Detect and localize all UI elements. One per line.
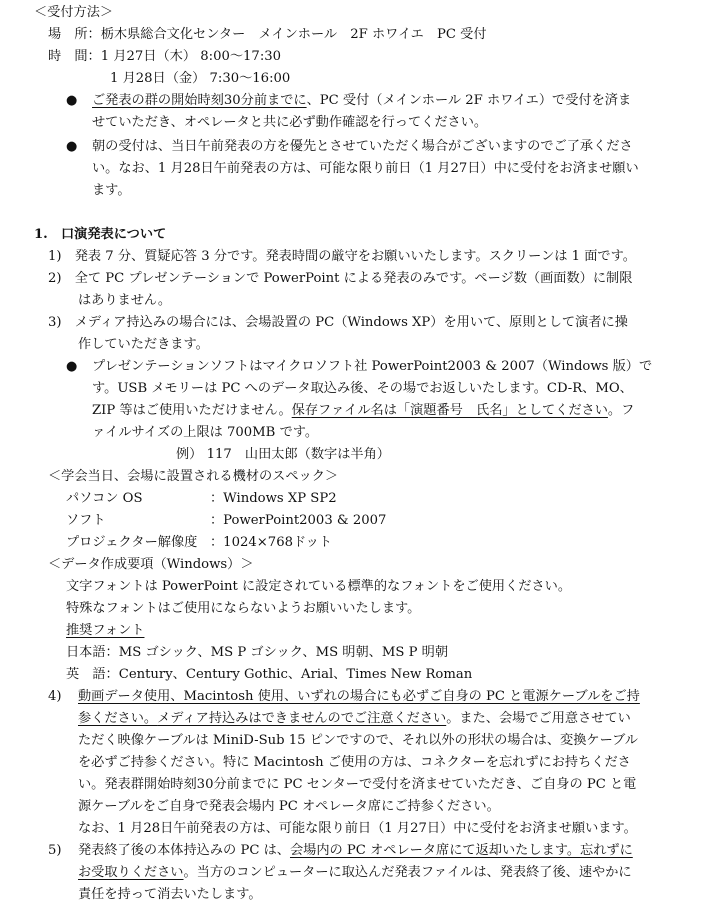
item-4-line-4: を必ずご持参ください。特に Macintosh ご使用の方は、コネクターを忘れずにお持ちくださ	[78, 755, 631, 770]
recommended-fonts-label: 推奨フォント	[66, 623, 145, 638]
item-3-bullet-line-4: ァイルサイズの上限は 700MB です。	[92, 425, 319, 440]
data-guide-heading: ＜データ作成要項（Windows）＞	[48, 557, 254, 572]
reception-time-2: 1 月28日（金） 7:30～16:00	[110, 71, 291, 86]
data-guide-line-1: 文字フォントは PowerPoint に設定されている標準的なフォントをご使用ください。	[66, 579, 572, 594]
filename-note-post: 。フ	[607, 403, 635, 418]
recommended-fonts-en: 英 語：Century、Century Gothic、Arial、Times New Roman	[66, 667, 473, 682]
reception-bullet-2-line-2: い。なお、1 月28日午前発表の方は、可能な限り前日（1 月27日）中に受付をお済ませ願い	[92, 161, 639, 176]
filename-note-pre: ZIP 等はご使用いただけません。	[92, 403, 292, 418]
reception-bullet-2-line-3: ます。	[92, 183, 131, 198]
spec-label-software: ソフト	[66, 513, 106, 528]
item-4-line-1: 動画データ使用、Macintosh 使用、いずれの場合にも必ずご自身の PC と電源ケーブルをご持	[78, 689, 640, 704]
item-4-line-5: い。発表群開始時刻30分前までに PC センターで受付を済ませていただき、ご自身の PC と電	[78, 777, 637, 792]
item-4-emphasis-2: メディア持込みはできませんのでご注意ください	[157, 711, 447, 726]
item-3-line-1: 3) メディア持込みの場合には、会場設置の PC（Windows XP）を用いて、原則として演者に操	[48, 315, 628, 330]
item-1: 1) 発表 7 分、質疑応答 3 分です。発表時間の厳守をお願いいたします。スクリーンは 1 面です。	[48, 249, 636, 264]
item-3-bullet-line-1: プレゼンテーションソフトはマイクロソフト社 PowerPoint2003 & 2007（Windows 版）で	[92, 359, 653, 374]
item-5-emphasis-2: お受取りください	[78, 865, 184, 880]
item-5-line-2	[78, 864, 632, 884]
spec-label-os: パソコン OS	[66, 491, 143, 506]
bullet-icon: ●	[66, 359, 78, 374]
item-5-line-3: 責任を持って消去いたします。	[78, 887, 262, 902]
reception-heading: ＜受付方法＞	[34, 5, 114, 20]
item-4-line-3: ただく映像ケーブルは MiniD-Sub 15 ピンですので、それ以外の形状の場合は、変換ケーブル	[78, 733, 638, 748]
item-3-line-2: 作していただきます。	[78, 337, 209, 352]
spec-value-software: ：PowerPoint2003 & 2007	[210, 513, 387, 528]
item-4-line-7: なお、1 月28日午前発表の方は、可能な限り前日（1 月27日）中に受付をお済ませ願います。	[78, 821, 637, 836]
bullet-icon: ●	[66, 139, 78, 154]
item-2-line-1: 2) 全て PC プレゼンテーションで PowerPoint による発表のみです。ページ数（画面数）に制限	[48, 271, 633, 286]
spec-label-projector: プロジェクター解像度	[66, 535, 198, 550]
specs-heading: ＜学会当日、会場に設置される機材のスペック＞	[48, 469, 339, 484]
reception-bullet-1-rest: 、PC 受付（メインホール 2F ホワイエ）で受付を済ま	[306, 93, 632, 108]
item-4-number: 4)	[48, 689, 62, 704]
reception-place: 場 所：栃木県総合文化センター メインホール 2F ホワイエ PC 受付	[48, 27, 487, 42]
recommended-fonts-jp: 日本語：MS ゴシック、MS P ゴシック、MS 明朝、MS P 明朝	[66, 645, 449, 660]
spec-value-os: ：Windows XP SP2	[210, 491, 337, 506]
item-5-number: 5)	[48, 843, 62, 858]
item-5-line-1	[78, 842, 633, 862]
reception-bullet-1-emphasis: ご発表の群の開始時刻30分前までに	[92, 93, 307, 108]
item-4-line-2-rest: 。また、会場でご用意させてい	[446, 711, 631, 726]
item-5-line-2-rest: 。当方のコンピューターに取込んだ発表ファイルは、発表終了後、速やかに	[183, 865, 632, 880]
item-2-line-2: はありません。	[78, 293, 172, 308]
filename-rule: 保存ファイル名は「演題番号 氏名」としてください	[291, 403, 608, 418]
filename-example: 例） 117 山田太郎（数字は半角）	[176, 447, 390, 462]
item-5-line-1-pre: 発表終了後の本体持込みの PC は、	[78, 843, 290, 858]
reception-bullet-1-line-1	[92, 92, 631, 112]
item-4-emphasis-1: 参ください。	[78, 711, 158, 726]
item-4-line-2	[78, 710, 631, 730]
reception-bullet-1-line-2: せていただき、オペレータと共に必ず動作確認を行ってください。	[92, 115, 488, 130]
spec-value-projector: ：1024×768ドット	[210, 535, 333, 550]
item-4-line-6: 源ケーブルをご自身で発表会場内 PC オペレータ席にご持参ください。	[78, 799, 500, 814]
item-5-emphasis-1: 会場内の PC オペレータ席にて返却いたします。忘れずに	[289, 843, 633, 858]
bullet-icon: ●	[66, 93, 78, 108]
reception-bullet-2-line-1: 朝の受付は、当日午前発表の方を優先とさせていただく場合がございますのでご了承くださ	[92, 139, 633, 154]
item-3-bullet-line-2: す。USB メモリーは PC へのデータ取込み後、その場でお返しいたします。CD-R、MO、	[92, 381, 633, 396]
reception-time-1: 時 間：1 月27日（木） 8:00～17:30	[48, 49, 282, 64]
section-1-title: 1. 口演発表について	[34, 227, 167, 242]
data-guide-line-2: 特殊なフォントはご使用にならないようお願いいたします。	[66, 601, 421, 616]
item-3-bullet-line-3	[92, 402, 634, 422]
